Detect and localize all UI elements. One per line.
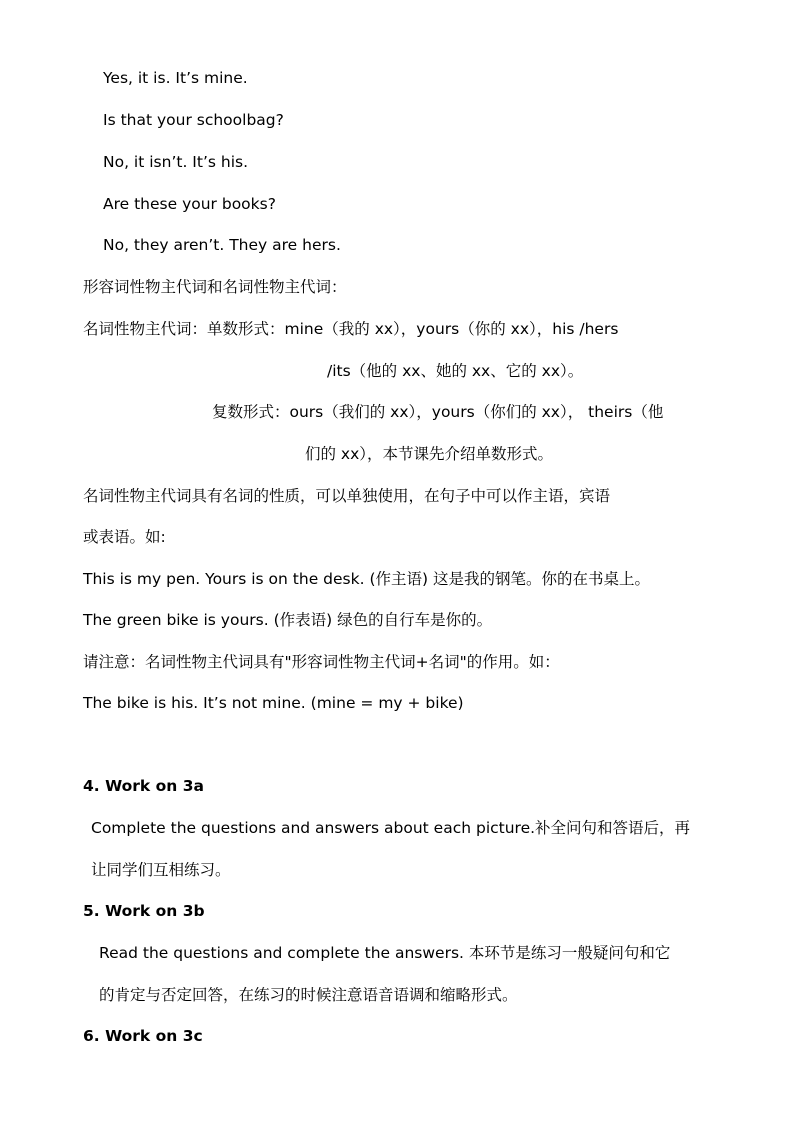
dialogue-line: Are these your books? <box>103 195 276 213</box>
dialogue-line: No, they aren’t. They are hers. <box>103 236 341 254</box>
grammar-note: 请注意：名词性物主代词具有"形容词性物主代词+名词"的作用。如： <box>83 653 560 671</box>
section-text: 让同学们互相练习。 <box>91 861 231 879</box>
dialogue-line: Yes, it is. It’s mine. <box>103 69 248 87</box>
grammar-nature-line: 或表语。如: <box>83 528 166 546</box>
section-heading: 6. Work on 3c <box>83 1027 203 1045</box>
section-text: Read the questions and complete the answers. 本环节是练习一般疑问句和它 <box>99 944 671 962</box>
grammar-example: The green bike is yours. (作表语) 绿色的自行车是你的。 <box>83 611 493 629</box>
section-heading: 4. Work on 3a <box>83 777 204 795</box>
dialogue-line: Is that your schoolbag? <box>103 111 284 129</box>
grammar-singular-line: 名词性物主代词：单数形式：mine（我的 xx），yours（你的 xx），his /hers <box>83 320 619 338</box>
grammar-example: The bike is his. It’s not mine. (mine = my + bike) <box>83 694 464 712</box>
section-text: 的肯定与否定回答，在练习的时候注意语音语调和缩略形式。 <box>99 986 518 1004</box>
grammar-example: This is my pen. Yours is on the desk. (作主语) 这是我的钢笔。你的在书桌上。 <box>83 570 650 588</box>
grammar-title: 形容词性物主代词和名词性物主代词： <box>83 278 347 296</box>
section-text: Complete the questions and answers about each picture.补全问句和答语后，再 <box>91 819 691 837</box>
grammar-plural-line: 复数形式：ours（我们的 xx），yours（你们的 xx）， theirs（他 <box>212 403 664 421</box>
grammar-nature-line: 名词性物主代词具有名词的性质，可以单独使用，在句子中可以作主语，宾语 <box>83 487 611 505</box>
grammar-plural-line: 们的 xx），本节课先介绍单数形式。 <box>305 445 554 463</box>
section-heading: 5. Work on 3b <box>83 902 205 920</box>
grammar-singular-line: /its（他的 xx、她的 xx、它的 xx）。 <box>327 362 584 380</box>
dialogue-line: No, it isn’t. It’s his. <box>103 153 249 171</box>
